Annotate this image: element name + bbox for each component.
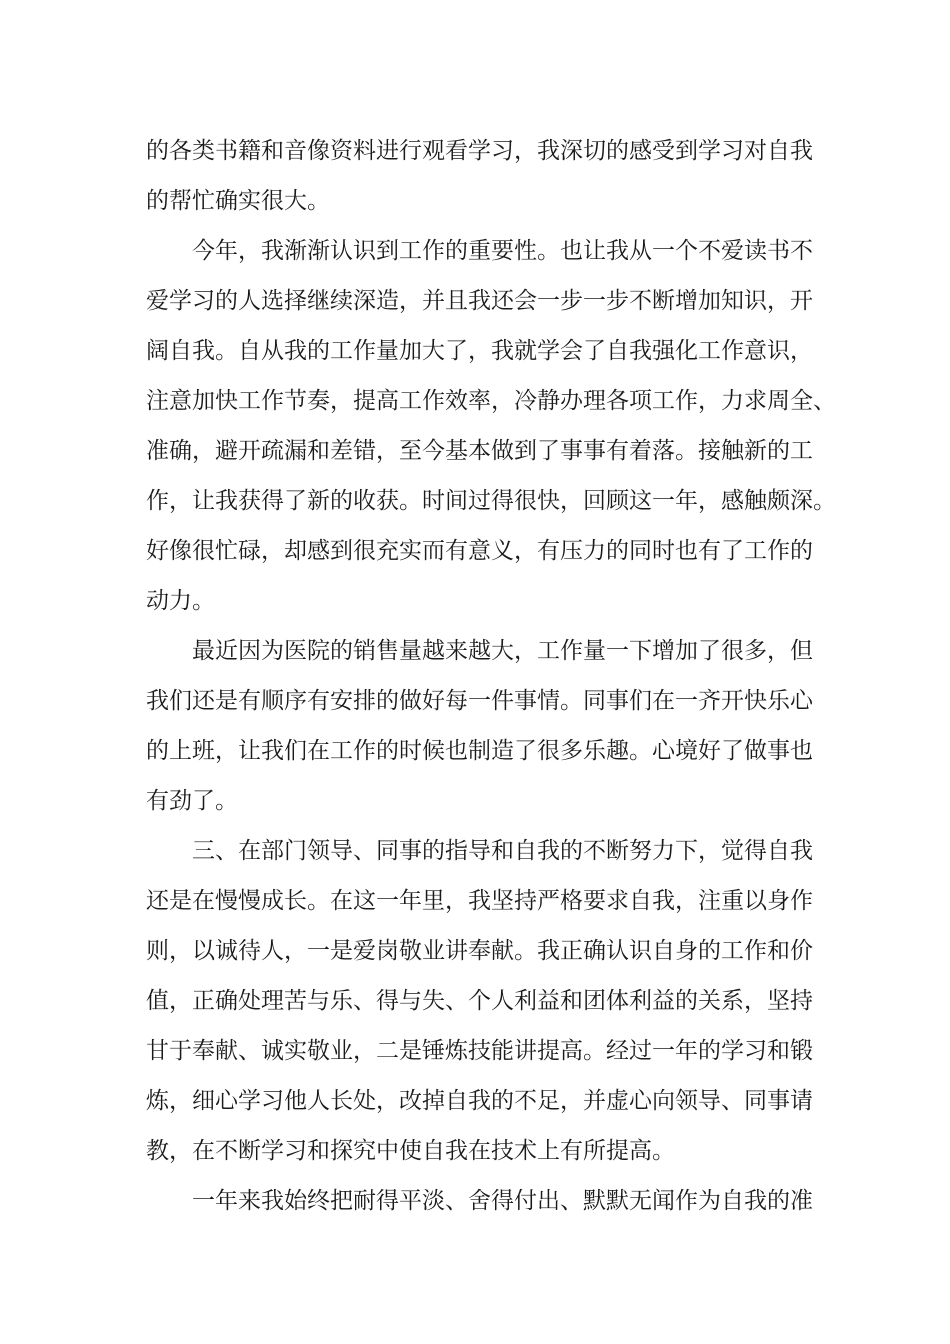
paragraph-start-line: 今年，我渐渐认识到工作的重要性。也让我从一个不爱读书不 (192, 238, 813, 264)
text-line: 有劲了。 (146, 788, 238, 814)
text-line: 我们还是有顺序有安排的做好每一件事情。同事们在一齐开快乐心 (146, 688, 813, 714)
text-line: 则，以诚待人，一是爱岗敬业讲奉献。我正确认识自身的工作和价 (146, 938, 813, 964)
text-line: 阔自我。自从我的工作量加大了，我就学会了自我强化工作意识， (146, 338, 813, 364)
paragraph-start-line: 最近因为医院的销售量越来越大，工作量一下增加了很多，但 (192, 638, 813, 664)
text-line: 的帮忙确实很大。 (146, 188, 330, 214)
text-line: 作，让我获得了新的收获。时间过得很快，回顾这一年，感触颇深。 (146, 488, 836, 514)
paragraph-start-line: 一年来我始终把耐得平淡、舍得付出、默默无闻作为自我的准 (192, 1188, 813, 1214)
text-line: 教，在不断学习和探究中使自我在技术上有所提高。 (146, 1138, 675, 1164)
paragraph-start-line: 三、在部门领导、同事的指导和自我的不断努力下，觉得自我 (192, 838, 813, 864)
text-line: 爱学习的人选择继续深造，并且我还会一步一步不断增加知识，开 (146, 288, 813, 314)
text-line: 好像很忙碌，却感到很充实而有意义，有压力的同时也有了工作的 (146, 538, 813, 564)
text-line: 还是在慢慢成长。在这一年里，我坚持严格要求自我，注重以身作 (146, 888, 813, 914)
text-line: 的各类书籍和音像资料进行观看学习，我深切的感受到学习对自我 (146, 138, 813, 164)
text-line: 注意加快工作节奏，提高工作效率，冷静办理各项工作，力求周全、 (146, 388, 836, 414)
text-line: 炼，细心学习他人长处，改掉自我的不足，并虚心向领导、同事请 (146, 1088, 813, 1114)
text-line: 动力。 (146, 588, 215, 614)
text-line: 准确，避开疏漏和差错，至今基本做到了事事有着落。接触新的工 (146, 438, 813, 464)
text-line: 的上班，让我们在工作的时候也制造了很多乐趣。心境好了做事也 (146, 738, 813, 764)
body-text (146, 126, 836, 1226)
text-line: 甘于奉献、诚实敬业，二是锤炼技能讲提高。经过一年的学习和锻 (146, 1038, 813, 1064)
text-line: 值，正确处理苦与乐、得与失、个人利益和团体利益的关系，坚持 (146, 988, 813, 1014)
